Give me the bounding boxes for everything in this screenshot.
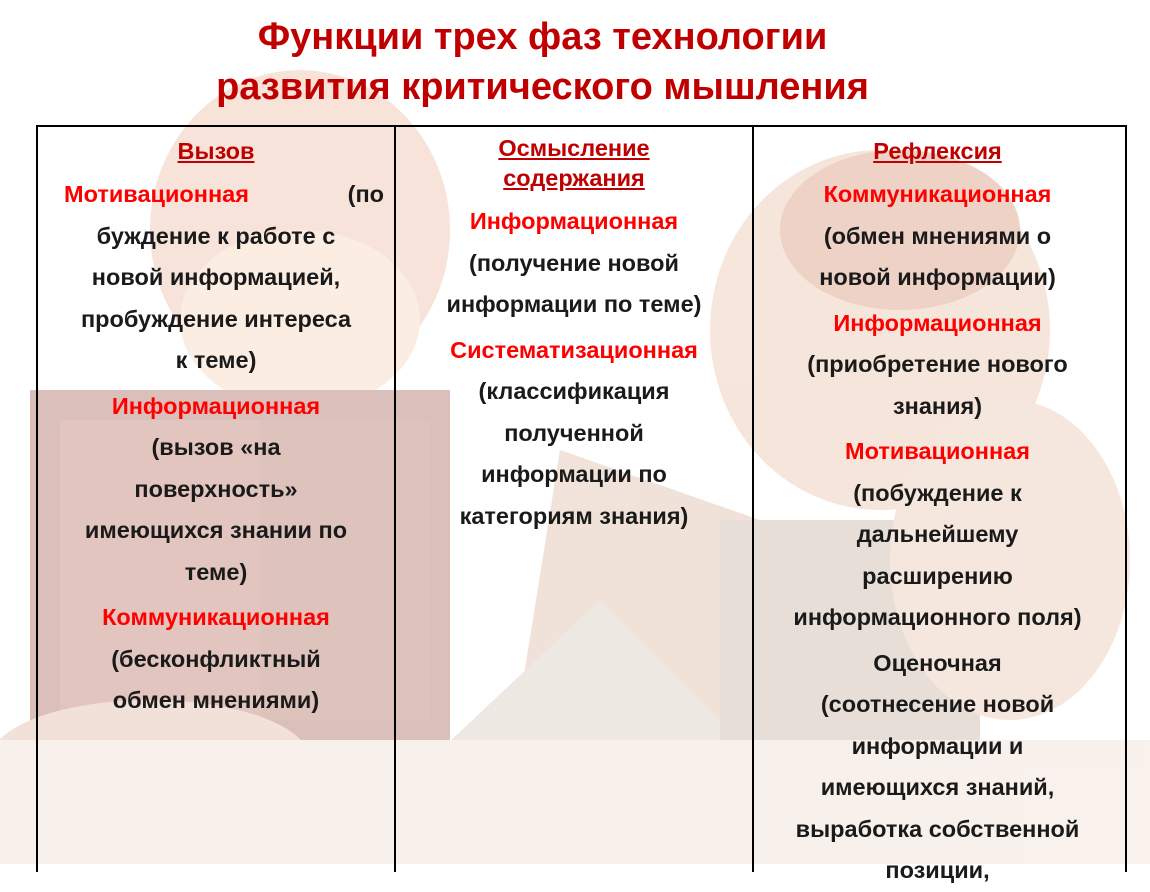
function-desc-line: поверхность» [134,475,298,502]
function-desc-line: пробуждение интереса [80,305,352,332]
function-desc-line: новой информации) [819,264,1056,290]
function-desc-line: теме) [184,558,248,585]
column-comprehension [396,127,754,872]
function-desc-line: выработка собственной [795,815,1080,842]
function-name: Коммуникационная [823,181,1052,207]
title-line-2: развития критического мышления [216,66,869,108]
column-heading-line: Осмысление [498,135,650,161]
function-desc-line: информации по [481,461,667,487]
lead-line [44,174,388,216]
function-desc-line: (побуждение к [853,479,1022,506]
column-heading [400,133,748,193]
slide-title [0,12,1085,112]
function-desc-line: категориям знания) [459,502,689,529]
function-desc-line: к теме) [175,347,257,373]
column-challenge [38,127,396,872]
function-name: Информационная [469,208,679,234]
function-desc-line: информации по теме) [446,291,702,317]
function-desc-line: (классификация [478,378,670,404]
function-name: Мотивационная [845,438,1030,464]
function-desc-line: обмен мнениями) [112,687,320,713]
function-desc-line: буждение к работе с [96,222,336,249]
function-desc-line: знания) [892,392,983,419]
phases-table [36,125,1127,883]
function-desc-line: (приобретение нового [807,351,1068,377]
function-desc-line: (соотнесение новой [820,691,1055,717]
function-desc-line: (получение новой [469,249,679,276]
column-heading: Вызов [177,138,255,164]
function-name: Информационная [833,309,1042,336]
function-desc-line: новой информацией, [91,264,341,290]
function-name: Информационная [111,392,321,419]
function-desc-line: (обмен мнениями о [823,222,1052,249]
column-reflection [754,127,1121,883]
function-desc-line: информации и [851,732,1024,759]
function-name: Коммуникационная [102,604,330,630]
function-desc-line: полученной [504,419,644,446]
function-desc-line: имеющихся знании по [84,517,348,543]
function-desc-start: (по [347,181,384,207]
column-heading: Рефлексия [873,138,1002,164]
function-name: Систематизационная [450,336,698,363]
function-desc-line: дальнейшему [856,521,1019,547]
function-name: Оценочная [873,649,1002,676]
function-desc-line: (вызов «на [151,434,281,460]
function-desc-line: имеющихся знаний, [820,774,1055,800]
function-desc-line: расширению [862,562,1013,589]
function-name: Мотивационная [64,181,249,207]
column-heading-line: содержания [503,165,645,191]
function-desc-line: (бесконфликтный [111,645,321,672]
title-line-1: Функции трех фаз технологии [257,16,828,58]
function-desc-line: позиции, [885,857,990,883]
function-desc-line: информационного поля) [793,604,1082,630]
